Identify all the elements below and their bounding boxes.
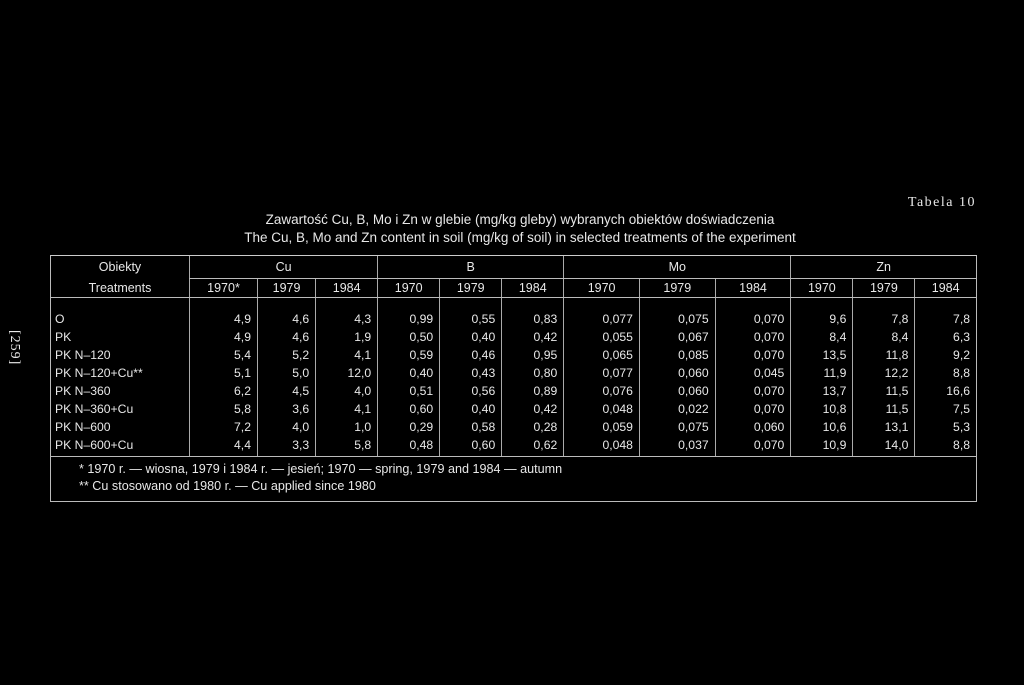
treatment-name: PK [55,330,72,344]
value-cell: 0,55 [440,298,502,329]
value-cell: 0,070 [715,346,791,364]
table-row [51,418,976,436]
value-cell: 0,055 [564,328,640,346]
value-cell: 0,070 [715,400,791,418]
treatment-name: PK N–600+Cu [51,436,190,457]
value-cell: 5,0 [257,364,315,382]
value-cell: 5,1 [190,364,258,382]
value-cell: 4,9 [190,298,258,329]
value-cell: 10,9 [791,436,853,457]
value-cell: 11,5 [853,382,915,400]
value-cell: 0,070 [715,382,791,400]
year-header: 1984 [316,279,378,298]
table-row [51,400,976,418]
value-cell: 0,51 [378,382,440,400]
value-cell: 4,5 [257,382,315,400]
page-number: [259] [7,330,22,366]
value-cell: 13,5 [791,346,853,364]
table-row [51,328,976,346]
value-cell: 0,99 [378,298,440,329]
value-cell: 6,2 [190,382,258,400]
table-row [51,298,976,329]
value-cell: 0,070 [715,436,791,457]
value-cell: 8,4 [853,328,915,346]
value-cell: 0,60 [378,400,440,418]
value-cell: 0,46 [440,346,502,364]
value-cell: 0,048 [564,400,640,418]
year-header: 1970 [791,279,853,298]
value-cell: 0,077 [564,364,640,382]
treatment-name: PK N–120+Cu** [55,366,143,380]
value-cell: 0,56 [440,382,502,400]
value-cell: 0,067 [639,328,715,346]
value-cell: 4,0 [316,382,378,400]
data-table [51,256,976,457]
value-cell: 8,8 [915,436,976,457]
value-cell: 4,1 [316,400,378,418]
value-cell: 0,80 [502,364,564,382]
value-cell: 0,40 [440,328,502,346]
value-cell: 0,43 [440,364,502,382]
header-obj-pl: Obiekty [98,260,142,275]
value-cell: 8,4 [791,328,853,346]
value-cell: 4,4 [190,436,258,457]
value-cell: 14,0 [853,436,915,457]
value-cell: 5,8 [190,400,258,418]
value-cell: 0,060 [639,382,715,400]
value-cell: 5,2 [257,346,315,364]
value-cell: 4,0 [257,418,315,436]
value-cell: 0,070 [715,328,791,346]
value-cell: 7,2 [190,418,258,436]
value-cell: 0,075 [639,298,715,329]
value-cell: 10,8 [791,400,853,418]
caption-polish: Zawartość Cu, B, Mo i Zn w glebie (mg/kg gleby) wybranych obiektów doświadczenia [265,212,775,227]
value-cell: 3,3 [257,436,315,457]
value-cell: 0,085 [639,346,715,364]
header-group-cu: Cu [190,256,378,279]
value-cell: 7,8 [915,298,976,329]
treatment-name: PK N–600 [55,420,111,434]
table-row [51,364,976,382]
header-group-b: B [378,256,564,279]
value-cell: 0,42 [502,400,564,418]
year-header: 1979 [440,279,502,298]
table-row [51,436,976,457]
value-cell: 16,6 [915,382,976,400]
value-cell: 5,3 [915,418,976,436]
value-cell: 4,9 [190,328,258,346]
treatment-name: PK N–120 [55,348,111,362]
value-cell: 0,048 [564,436,640,457]
value-cell: 0,89 [502,382,564,400]
value-cell: 0,50 [378,328,440,346]
value-cell: 12,0 [316,364,378,382]
value-cell: 0,28 [502,418,564,436]
value-cell: 6,3 [915,328,976,346]
header-group-mo: Mo [564,256,791,279]
value-cell: 0,48 [378,436,440,457]
treatment-name: O [55,312,65,326]
year-header: 1979 [639,279,715,298]
year-header: 1979 [853,279,915,298]
year-header: 1984 [915,279,976,298]
year-header: 1970 [378,279,440,298]
value-cell: 0,58 [440,418,502,436]
treatment-name: PK N–360 [55,384,111,398]
value-cell: 0,037 [639,436,715,457]
value-cell: 1,0 [316,418,378,436]
table-row [51,382,976,400]
value-cell: 0,29 [378,418,440,436]
value-cell: 7,5 [915,400,976,418]
footnote-2: ** Cu stosowano od 1980 r. — Cu applied since 1980 [79,479,376,493]
year-header: 1984 [715,279,791,298]
value-cell: 0,40 [378,364,440,382]
value-cell: 7,8 [853,298,915,329]
value-cell: 0,95 [502,346,564,364]
value-cell: 12,2 [853,364,915,382]
value-cell: 0,022 [639,400,715,418]
value-cell: 0,59 [378,346,440,364]
footnote-1: * 1970 r. — wiosna, 1979 i 1984 r. — jesień; 1970 — spring, 1979 and 1984 — autumn [79,462,563,476]
value-cell: 11,5 [853,400,915,418]
value-cell: 11,9 [791,364,853,382]
value-cell: 8,8 [915,364,976,382]
treatment-name: PK N–360+Cu [55,402,134,416]
value-cell: 4,3 [316,298,378,329]
year-header: 1984 [502,279,564,298]
value-cell: 0,83 [502,298,564,329]
value-cell: 0,059 [564,418,640,436]
value-cell: 4,1 [316,346,378,364]
value-cell: 0,077 [564,298,640,329]
value-cell: 0,060 [639,364,715,382]
value-cell: 5,4 [190,346,258,364]
value-cell: 0,62 [502,436,564,457]
value-cell: 11,8 [853,346,915,364]
value-cell: 3,6 [257,400,315,418]
value-cell: 0,076 [564,382,640,400]
data-table-frame [50,255,977,502]
value-cell: 0,065 [564,346,640,364]
value-cell: 5,8 [316,436,378,457]
value-cell: 0,40 [440,400,502,418]
year-header: 1970* [190,279,258,298]
value-cell: 13,7 [791,382,853,400]
value-cell: 13,1 [853,418,915,436]
value-cell: 9,6 [791,298,853,329]
value-cell: 0,42 [502,328,564,346]
value-cell: 0,075 [639,418,715,436]
value-cell: 0,60 [440,436,502,457]
footnotes [51,457,976,502]
table-row [51,346,976,364]
value-cell: 1,9 [316,328,378,346]
value-cell: 0,060 [715,418,791,436]
value-cell: 4,6 [257,298,315,329]
value-cell: 10,6 [791,418,853,436]
caption-english: The Cu, B, Mo and Zn content in soil (mg/kg of soil) in selected treatments of the experiment [244,230,796,245]
table-label: Tabela 10 [907,195,976,210]
value-cell: 0,070 [715,298,791,329]
value-cell: 0,045 [715,364,791,382]
header-obj-en: Treatments [51,279,190,298]
header-group-zn: Zn [791,256,976,279]
year-header: 1970 [564,279,640,298]
year-header: 1979 [257,279,315,298]
value-cell: 9,2 [915,346,976,364]
value-cell: 4,6 [257,328,315,346]
